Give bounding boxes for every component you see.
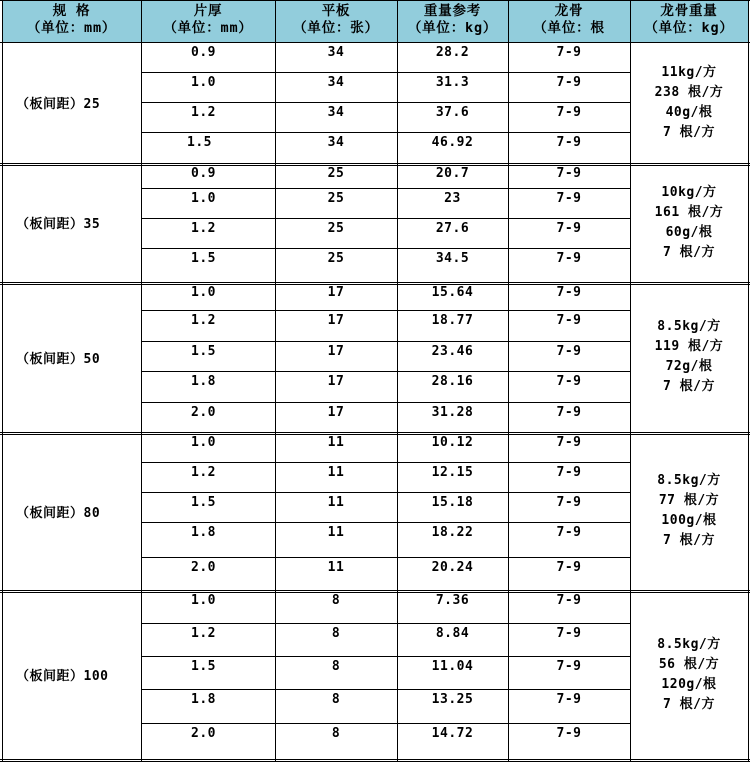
keel-weight-line: 238 根/方 — [654, 84, 724, 100]
keel-weight-line: 7 根/方 — [663, 244, 715, 260]
row-divider — [141, 102, 630, 103]
group-divider — [0, 590, 750, 591]
keel-weight-line: 119 根/方 — [654, 339, 724, 354]
weight-cell: 14.72 — [431, 726, 474, 741]
group-label: （板间距）50 — [16, 351, 101, 367]
sheets-cell: 17 — [327, 344, 345, 359]
keel-weight-lines — [655, 63, 724, 143]
thickness-cell: 1.8 — [191, 692, 216, 707]
row-divider — [141, 218, 630, 219]
keel-weight-line: 7 根/方 — [663, 533, 715, 548]
keel-weight-line: 120g/根 — [661, 676, 717, 692]
thickness-cell: 1.2 — [191, 465, 216, 480]
sheets-cell: 11 — [327, 435, 345, 450]
sheets-cell: 25 — [327, 221, 345, 236]
column-divider — [748, 0, 749, 762]
keel-weight-line: 7 根/方 — [663, 379, 715, 394]
keel-weight-cell — [630, 282, 748, 432]
keel-weight-line: 10kg/方 — [661, 184, 717, 200]
keel-weight-cell — [630, 42, 748, 163]
group-divider-double — [0, 434, 750, 435]
header-line: 平板 — [321, 3, 351, 19]
thickness-cell: 1.2 — [191, 105, 216, 120]
weight-cell: 18.77 — [431, 313, 474, 328]
header-cell-2 — [141, 0, 275, 42]
weight-cell: 37.6 — [435, 105, 470, 120]
keel-count-cell: 7-9 — [556, 525, 582, 540]
thickness-cell: 0.9 — [191, 45, 216, 60]
header-line: （单位：kg） — [644, 20, 734, 36]
sheets-cell: 8 — [331, 626, 341, 641]
weight-cell: 10.12 — [431, 435, 474, 450]
group-divider-double — [0, 592, 750, 593]
group-divider — [0, 163, 750, 164]
keel-weight-line: 77 根/方 — [658, 493, 720, 508]
sheets-cell: 11 — [327, 560, 345, 575]
column-divider — [141, 0, 142, 762]
column-divider — [397, 0, 398, 762]
weight-cell: 15.18 — [431, 495, 474, 510]
column-divider — [630, 0, 631, 762]
keel-weight-line: 8.5kg/方 — [657, 636, 721, 652]
weight-cell: 34.5 — [435, 251, 470, 266]
header-line: 重量参考 — [423, 3, 482, 19]
header-line: 龙骨 — [554, 3, 584, 19]
keel-weight-line: 40g/根 — [665, 104, 713, 120]
weight-cell: 20.7 — [435, 166, 470, 181]
row-divider — [141, 689, 630, 690]
thickness-cell: 1.8 — [191, 374, 216, 389]
table-top-border — [0, 0, 750, 1]
thickness-cell: 1.8 — [191, 525, 216, 540]
keel-count-cell: 7-9 — [556, 221, 582, 236]
weight-cell: 28.2 — [435, 45, 470, 60]
sheets-cell: 25 — [327, 166, 345, 181]
weight-cell: 23 — [444, 191, 461, 206]
sheets-cell: 25 — [327, 191, 345, 206]
sheets-cell: 8 — [331, 659, 341, 674]
keel-weight-line: 100g/根 — [661, 513, 717, 528]
group-label: （板间距）80 — [16, 505, 101, 521]
sheets-cell: 34 — [327, 45, 345, 60]
row-divider — [141, 462, 630, 463]
header-cell-5 — [508, 0, 630, 42]
header-line: 规 格 — [52, 3, 91, 19]
keel-weight-lines — [655, 183, 724, 263]
group-divider-double — [0, 165, 750, 166]
weight-cell: 13.25 — [431, 692, 474, 707]
weight-cell: 15.64 — [431, 285, 474, 300]
header-line: （单位：根 — [533, 20, 605, 36]
sheets-cell: 17 — [327, 374, 345, 389]
keel-count-cell: 7-9 — [556, 313, 582, 328]
group-divider — [0, 759, 750, 760]
thickness-cell: 2.0 — [191, 726, 216, 741]
group-divider-double — [0, 284, 750, 285]
keel-weight-line: 11kg/方 — [661, 64, 717, 80]
thickness-cell: 1.0 — [191, 285, 216, 300]
thickness-cell: 2.0 — [191, 405, 216, 420]
thickness-cell: 1.5 — [191, 659, 216, 674]
row-divider — [141, 371, 630, 372]
sheets-cell: 25 — [327, 251, 345, 266]
keel-weight-lines — [657, 635, 720, 715]
header-cell-1 — [2, 0, 141, 42]
thickness-cell: 1.0 — [191, 435, 216, 450]
sheets-cell: 34 — [327, 135, 345, 150]
keel-count-cell: 7-9 — [556, 75, 582, 90]
keel-count-cell: 7-9 — [556, 135, 582, 150]
weight-cell: 27.6 — [435, 221, 470, 236]
header-line: （单位：mm） — [26, 20, 117, 36]
header-cell-4 — [397, 0, 508, 42]
weight-cell: 31.28 — [431, 405, 474, 420]
row-divider — [141, 341, 630, 342]
weight-cell: 31.3 — [435, 75, 470, 90]
column-divider — [2, 0, 3, 762]
header-line: （单位：mm） — [163, 20, 253, 36]
group-divider — [0, 432, 750, 433]
weight-cell: 28.16 — [431, 374, 474, 389]
row-divider — [141, 656, 630, 657]
keel-count-cell: 7-9 — [556, 495, 582, 510]
keel-weight-line: 8.5kg/方 — [657, 473, 721, 488]
sheets-cell: 11 — [327, 495, 345, 510]
weight-cell: 8.84 — [435, 626, 470, 641]
row-divider — [141, 72, 630, 73]
keel-weight-line: 60g/根 — [665, 224, 713, 240]
keel-weight-line: 7 根/方 — [663, 124, 715, 140]
row-divider — [141, 492, 630, 493]
group-label: （板间距）25 — [16, 97, 101, 112]
header-line: 龙骨重量 — [660, 3, 718, 19]
sheets-cell: 11 — [327, 525, 345, 540]
row-divider — [141, 132, 630, 133]
column-divider — [275, 0, 276, 762]
keel-weight-line: 8.5kg/方 — [657, 319, 721, 334]
weight-cell: 23.46 — [431, 344, 474, 359]
keel-count-cell: 7-9 — [556, 191, 582, 206]
keel-count-cell: 7-9 — [556, 435, 582, 450]
keel-weight-lines — [657, 471, 720, 551]
keel-weight-cell — [630, 432, 748, 590]
thickness-cell: 1.2 — [191, 313, 216, 328]
keel-count-cell: 7-9 — [556, 465, 582, 480]
header-cell-3 — [275, 0, 397, 42]
row-divider — [141, 402, 630, 403]
thickness-cell: 1.0 — [191, 593, 216, 608]
keel-count-cell: 7-9 — [556, 560, 582, 575]
group-label: （板间距）100 — [16, 669, 109, 684]
sheets-cell: 11 — [327, 465, 345, 480]
header-line: （单位：kg） — [407, 20, 498, 36]
weight-cell: 12.15 — [431, 465, 474, 480]
group-divider — [0, 282, 750, 283]
sheets-cell: 8 — [331, 692, 341, 707]
keel-weight-lines — [655, 317, 724, 397]
sheets-cell: 17 — [327, 405, 345, 420]
keel-count-cell: 7-9 — [556, 285, 582, 300]
keel-weight-cell — [630, 590, 748, 759]
thickness-cell: 1.5 — [191, 495, 216, 510]
row-divider — [141, 248, 630, 249]
header-cell-6 — [630, 0, 748, 42]
row-divider — [141, 557, 630, 558]
header-line: 片厚 — [193, 3, 223, 19]
header-bottom-border — [0, 42, 750, 43]
sheets-cell: 8 — [331, 593, 341, 608]
keel-weight-line: 7 根/方 — [663, 696, 715, 712]
thickness-cell: 1.5 — [187, 135, 212, 150]
row-divider — [141, 723, 630, 724]
keel-weight-line: 72g/根 — [665, 359, 713, 374]
thickness-cell: 1.5 — [191, 251, 216, 266]
weight-cell: 7.36 — [435, 593, 470, 608]
thickness-cell: 1.5 — [191, 344, 216, 359]
thickness-cell: 1.2 — [191, 221, 216, 236]
keel-count-cell: 7-9 — [556, 405, 582, 420]
thickness-cell: 1.0 — [191, 75, 216, 90]
keel-weight-cell — [630, 163, 748, 282]
keel-count-cell: 7-9 — [556, 166, 582, 181]
keel-count-cell: 7-9 — [556, 251, 582, 266]
keel-count-cell: 7-9 — [556, 45, 582, 60]
sheets-cell: 34 — [327, 75, 345, 90]
weight-cell: 11.04 — [431, 659, 474, 674]
keel-weight-line: 56 根/方 — [658, 656, 720, 672]
row-divider — [141, 310, 630, 311]
column-divider — [508, 0, 509, 762]
weight-cell: 46.92 — [431, 135, 474, 150]
sheets-cell: 8 — [331, 726, 341, 741]
keel-weight-line: 161 根/方 — [654, 204, 724, 220]
thickness-cell: 1.0 — [191, 191, 216, 206]
row-divider — [141, 522, 630, 523]
group-label: （板间距）35 — [16, 217, 101, 232]
weight-cell: 18.22 — [431, 525, 474, 540]
header-line: （单位：张） — [293, 20, 379, 36]
keel-count-cell: 7-9 — [556, 593, 582, 608]
thickness-cell: 0.9 — [191, 166, 216, 181]
thickness-cell: 1.2 — [191, 626, 216, 641]
row-divider — [141, 188, 630, 189]
keel-count-cell: 7-9 — [556, 105, 582, 120]
sheets-cell: 17 — [327, 285, 345, 300]
weight-cell: 20.24 — [431, 560, 474, 575]
row-divider — [141, 623, 630, 624]
thickness-cell: 2.0 — [191, 560, 216, 575]
sheets-cell: 17 — [327, 313, 345, 328]
sheets-cell: 34 — [327, 105, 345, 120]
keel-count-cell: 7-9 — [556, 374, 582, 389]
keel-count-cell: 7-9 — [556, 692, 582, 707]
keel-count-cell: 7-9 — [556, 626, 582, 641]
keel-count-cell: 7-9 — [556, 726, 582, 741]
keel-count-cell: 7-9 — [556, 659, 582, 674]
keel-count-cell: 7-9 — [556, 344, 582, 359]
